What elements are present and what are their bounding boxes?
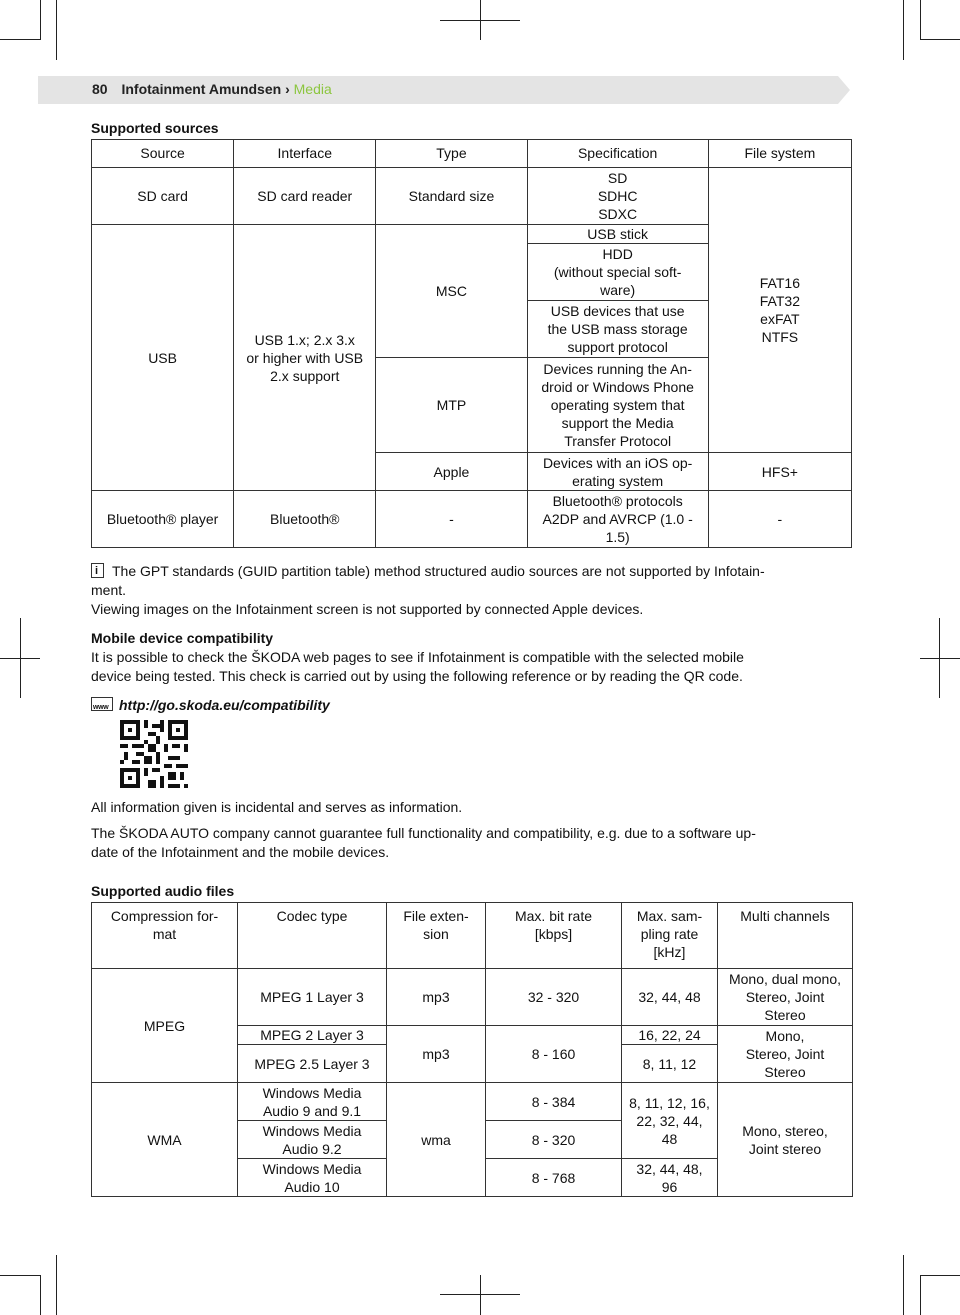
cell-bitrate: 8 - 384 xyxy=(486,1083,622,1121)
cell-format-mpeg: MPEG xyxy=(92,969,238,1083)
header-line: Compression for- xyxy=(110,908,219,924)
cell-line: Stereo xyxy=(764,1064,806,1080)
cell-bitrate: 8 - 768 xyxy=(486,1159,622,1197)
cell-ext: wma xyxy=(387,1083,486,1197)
cell-line: droid or Windows Phone xyxy=(541,379,694,395)
col-header: File system xyxy=(708,140,851,168)
col-header: Specification xyxy=(527,140,708,168)
cell-type-apple: Apple xyxy=(376,453,527,491)
cell-source-sd: SD card xyxy=(92,168,234,225)
cell-line: SDHC xyxy=(597,188,638,204)
cell-codec xyxy=(238,1121,387,1159)
cell-line: Stereo, Joint xyxy=(745,1046,825,1062)
cell-interface-bt: Bluetooth® xyxy=(234,491,376,548)
note-line: The GPT standards (GUID partition table) method structured audio sources are not supported by Infotain- xyxy=(112,563,765,579)
cell-line: Bluetooth® protocols xyxy=(552,493,683,509)
sources-title: Supported sources xyxy=(91,120,219,136)
col-header xyxy=(238,903,387,969)
cell-line: Mono, stereo, xyxy=(742,1122,828,1139)
cell-line: Stereo, Joint xyxy=(745,989,825,1005)
cell-line: FAT32 xyxy=(759,293,800,309)
page-number: 80 xyxy=(92,81,108,97)
cell-line: support the Media xyxy=(561,415,674,431)
header-line: [kbps] xyxy=(534,926,573,942)
cell-line: the USB mass storage xyxy=(547,321,688,337)
cell-filesystem-main xyxy=(708,168,851,453)
header-line: Codec type xyxy=(276,908,348,924)
cell-codec xyxy=(238,1083,387,1121)
cell-line: SDXC xyxy=(598,206,638,222)
qr-code-icon xyxy=(120,720,188,788)
cell-spec-hdd xyxy=(527,244,708,301)
running-header xyxy=(92,81,332,97)
cell-line: erating system xyxy=(572,472,664,489)
compat-link[interactable]: http://go.skoda.eu/compatibility xyxy=(119,697,330,713)
cell-line: Windows Media xyxy=(262,1160,362,1177)
cell-spec-apple xyxy=(527,453,708,491)
cell-interface-usb xyxy=(234,225,376,491)
cell-interface-sd: SD card reader xyxy=(234,168,376,225)
cell-sampling: 16, 22, 24 xyxy=(622,1026,718,1045)
cell-type-sd: Standard size xyxy=(376,168,527,225)
cell-codec: MPEG 2.5 Layer 3 xyxy=(238,1045,387,1083)
cell-line: FAT16 xyxy=(759,275,800,291)
cell-sampling xyxy=(622,1083,718,1159)
col-header xyxy=(387,903,486,969)
cell-line: 48 xyxy=(661,1130,678,1147)
cell-source-bt: Bluetooth® player xyxy=(92,491,234,548)
cell-line: 96 xyxy=(661,1178,678,1195)
cell-codec xyxy=(238,1159,387,1197)
cell-line: Stereo xyxy=(764,1007,806,1023)
section-title: Media xyxy=(293,81,332,97)
cell-line: ware) xyxy=(600,282,636,298)
cell-line: Transfer Protocol xyxy=(564,433,672,449)
cell-line: 8, 11, 12, 16, xyxy=(629,1094,710,1111)
cell-line: (without special soft- xyxy=(553,264,682,280)
cell-type-msc: MSC xyxy=(376,225,527,358)
col-header xyxy=(92,903,238,969)
cell-line: A2DP and AVRCP (1.0 - xyxy=(542,511,693,527)
col-header xyxy=(622,903,718,969)
cell-spec-mtp xyxy=(527,358,708,453)
cell-sampling xyxy=(622,1159,718,1197)
cell-bitrate: 32 - 320 xyxy=(486,969,622,1026)
cell-filesystem-bt: - xyxy=(708,491,851,548)
cell-line: Mono, dual mono, xyxy=(728,971,842,987)
cell-channels xyxy=(718,1083,853,1197)
header-line: pling rate xyxy=(640,926,699,942)
compat-block xyxy=(91,629,853,686)
cell-spec-sd xyxy=(527,168,708,225)
cell-line: support protocol xyxy=(567,339,668,355)
col-header: Type xyxy=(376,140,527,168)
sources-table xyxy=(91,139,852,548)
cell-spec-bt xyxy=(527,491,708,548)
col-header xyxy=(718,903,853,969)
info-icon xyxy=(91,563,104,578)
cell-line: USB 1.x; 2.x 3.x xyxy=(254,331,355,348)
url-line xyxy=(91,696,853,715)
col-header: Source xyxy=(92,140,234,168)
col-header xyxy=(486,903,622,969)
cell-channels xyxy=(718,969,853,1026)
cell-line: HDD xyxy=(602,246,633,262)
cell-line: 1.5) xyxy=(605,529,630,545)
header-line: Max. sam- xyxy=(636,908,703,924)
cell-spec-mass-storage xyxy=(527,301,708,358)
cell-line: NTFS xyxy=(761,329,799,345)
cell-line: Audio 10 xyxy=(284,1178,340,1195)
cell-line: operating system that xyxy=(550,397,685,413)
cell-codec: MPEG 2 Layer 3 xyxy=(238,1026,387,1045)
cell-ext: mp3 xyxy=(387,1026,486,1083)
cell-bitrate: 8 - 160 xyxy=(486,1026,622,1083)
col-header: Interface xyxy=(234,140,376,168)
cell-line: exFAT xyxy=(760,311,800,327)
audio-title: Supported audio files xyxy=(91,883,235,899)
info-text: All information given is incidental and serves as information. xyxy=(91,799,463,815)
cell-ext: mp3 xyxy=(387,969,486,1026)
cell-bitrate: 8 - 320 xyxy=(486,1121,622,1159)
cell-line: Windows Media xyxy=(262,1084,362,1101)
header-line: mat xyxy=(152,926,177,942)
compat-title: Mobile device compatibility xyxy=(91,630,274,646)
cell-line: Mono, xyxy=(765,1028,805,1044)
disclaimer-line: The ŠKODA AUTO company cannot guarantee full functionality and compatibility, e.g. due to a software up- xyxy=(91,825,756,841)
cell-sampling: 32, 44, 48 xyxy=(622,969,718,1026)
cell-sampling: 8, 11, 12 xyxy=(622,1045,718,1083)
cell-line: 32, 44, 48, xyxy=(636,1160,703,1177)
compat-line: It is possible to check the ŠKODA web pages to see if Infotainment is compatible with the selected mobile xyxy=(91,649,744,665)
cell-line: 22, 32, 44, xyxy=(636,1112,703,1129)
compat-line: device being tested. This check is carried out by using the following reference or by reading the QR code. xyxy=(91,668,743,684)
cell-line: SD xyxy=(607,170,628,186)
header-line: File exten- xyxy=(403,908,469,924)
www-icon xyxy=(91,697,113,711)
cell-line: USB devices that use xyxy=(550,303,685,319)
disclaimer-line: date of the Infotainment and the mobile devices. xyxy=(91,844,390,860)
cell-line: Devices with an iOS op- xyxy=(542,454,693,471)
breadcrumb-separator: › xyxy=(285,81,290,97)
header-line: sion xyxy=(423,926,449,942)
cell-line: Joint stereo xyxy=(748,1140,822,1157)
disclaimer-block xyxy=(91,824,853,862)
cell-codec: MPEG 1 Layer 3 xyxy=(238,969,387,1026)
cell-line: Windows Media xyxy=(262,1122,362,1139)
cell-line: Audio 9 and 9.1 xyxy=(262,1102,362,1119)
cell-line: 2.x support xyxy=(270,367,340,384)
cell-line: Devices running the An- xyxy=(543,361,692,377)
note-line: Viewing images on the Infotainment screen is not supported by connected Apple devices. xyxy=(91,601,644,617)
header-line: Multi channels xyxy=(740,908,830,924)
cell-type-mtp: MTP xyxy=(376,358,527,453)
cell-filesystem-apple: HFS+ xyxy=(708,453,851,491)
header-line: Max. bit rate xyxy=(514,908,593,924)
header-line: [kHz] xyxy=(653,944,686,960)
cell-source-usb: USB xyxy=(92,225,234,491)
chapter-title: Infotainment Amundsen xyxy=(121,81,282,97)
cell-type-bt: - xyxy=(376,491,527,548)
note-line: ment. xyxy=(91,582,127,598)
cell-channels xyxy=(718,1026,853,1083)
cell-line: Audio 9.2 xyxy=(282,1140,342,1157)
cell-spec-stick: USB stick xyxy=(527,225,708,244)
note-block xyxy=(91,562,853,619)
audio-table xyxy=(91,902,853,1197)
cell-format-wma: WMA xyxy=(92,1083,238,1197)
cell-line: or higher with USB xyxy=(246,349,364,366)
